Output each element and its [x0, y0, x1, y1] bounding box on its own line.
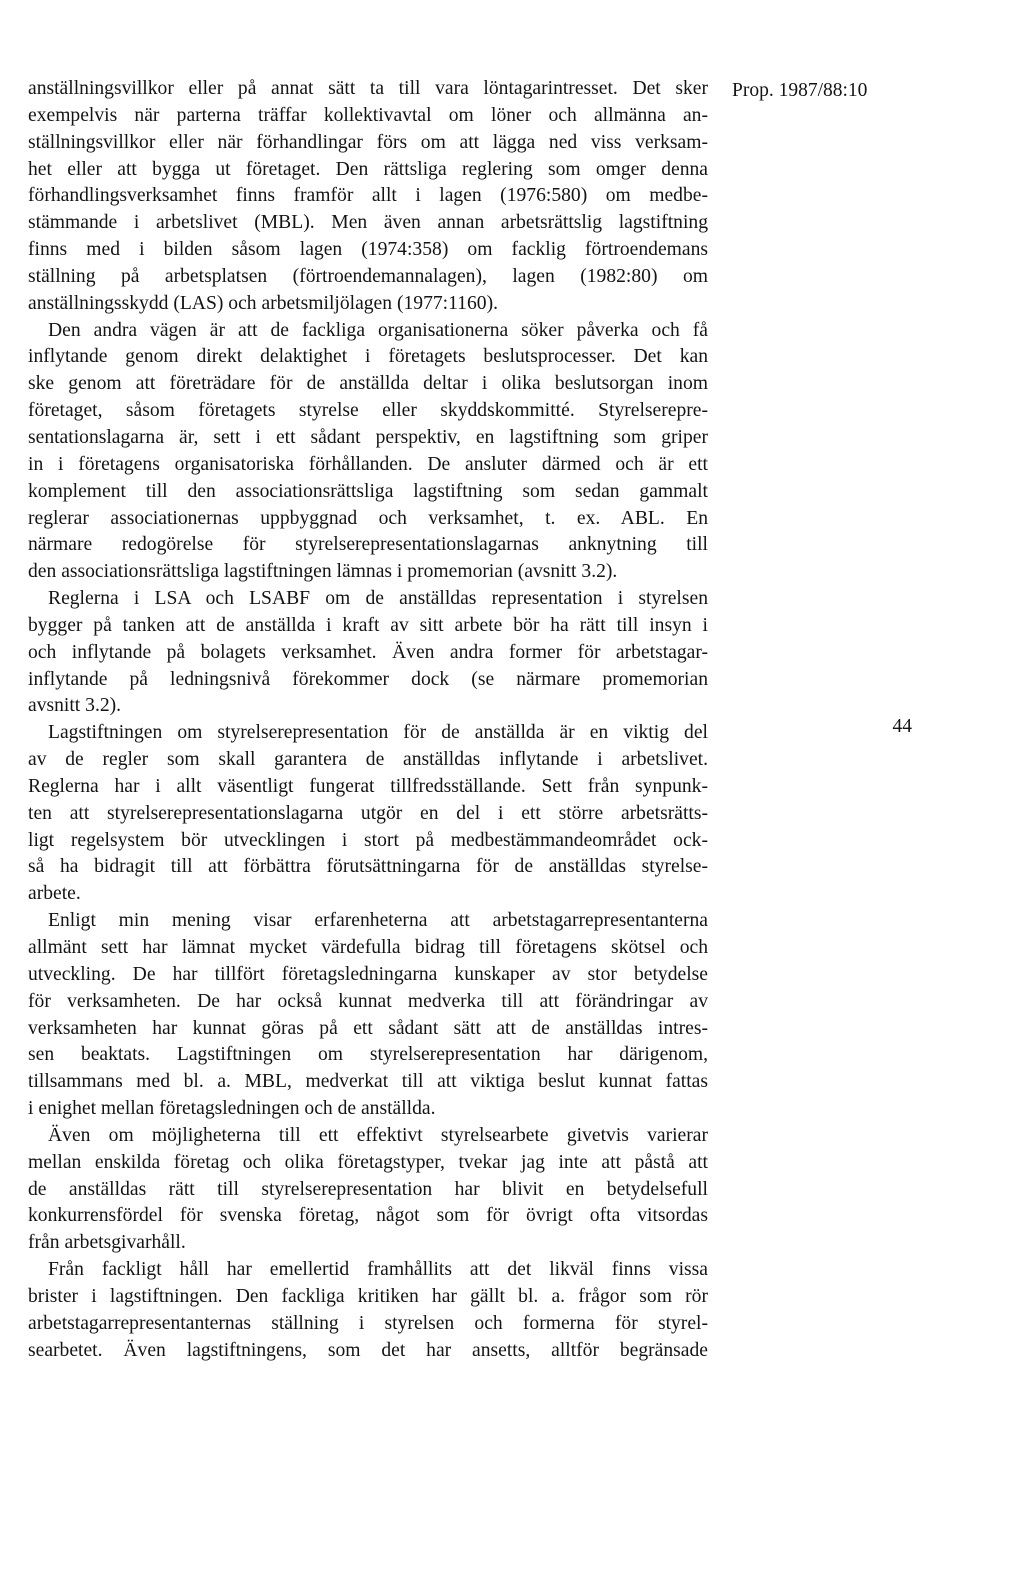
text-line: anställningsvillkor eller på annat sätt ta till vara löntagarintresset. Det sker [28, 78, 708, 99]
text-line: ställning på arbetsplatsen (förtroendemannalagen), lagen (1982:80) om [28, 265, 708, 287]
text-line: arbete. [28, 883, 81, 905]
text-line: reglerar associationernas uppbyggnad och verksamhet, t. ex. ABL. En [28, 507, 708, 529]
paragraph-3 [28, 586, 708, 720]
text-line: finns med i bilden såsom lagen (1974:358) om facklig förtroendemans [28, 239, 708, 261]
text-line: av de regler som skall garantera de anställdas inflytande i arbetslivet. [28, 749, 708, 771]
text-line: mellan enskilda företag och olika företagstyper, tvekar jag inte att påstå att [28, 1151, 708, 1173]
text-line: anställningsskydd (LAS) och arbetsmiljölagen (1977:1160). [28, 292, 498, 314]
text-line: den associationsrättsliga lagstiftningen lämnas i promemorian (avsnitt 3.2). [28, 561, 618, 583]
text-line: förhandlingsverksamhet finns framför allt i lagen (1976:580) om medbe- [28, 185, 708, 207]
paragraph-5 [28, 908, 708, 1123]
text-line: Lagstiftningen om styrelserepresentation för de anställda är en viktig del [48, 722, 708, 744]
text-line: företaget, såsom företagets styrelse eller skyddskommitté. Styrelserepre- [28, 400, 708, 422]
text-line: exempelvis när parterna träffar kollektivavtal om löner och allmänna an- [28, 104, 708, 126]
text-line: sentationslagarna är, sett i ett sådant perspektiv, en lagstiftning som griper [28, 426, 708, 448]
paragraph-7 [28, 1257, 708, 1364]
text-line: allmänt sett har lämnat mycket värdefulla bidrag till företagens skötsel och [28, 937, 708, 958]
text-line: utveckling. De har tillfört företagsledningarna kunskaper av stor betydelse [28, 963, 708, 985]
text-line: de anställdas rätt till styrelserepresentation har blivit en betydelsefull [28, 1178, 708, 1200]
text-line: från arbetsgivarhåll. [28, 1232, 186, 1254]
text-line: inflytande genom direkt delaktighet i företagets beslutsprocesser. Det kan [28, 346, 708, 368]
text-line: Den andra vägen är att de fackliga organisationerna söker påverka och få [48, 319, 708, 341]
text-line: tillsammans med bl. a. MBL, medverkat till att viktiga beslut kunnat fattas [28, 1071, 708, 1093]
text-line: stämmande i arbetslivet (MBL). Men även annan arbetsrättslig lagstiftning [28, 212, 708, 234]
paragraph-1 [28, 76, 708, 318]
text-line: i enighet mellan företagsledningen och de anställda. [28, 1098, 436, 1120]
text-line: ligt regelsystem bör utvecklingen i stort på medbestämmandeområdet ock- [28, 829, 708, 851]
text-line: Reglerna i LSA och LSABF om de anställdas representation i styrelsen [48, 588, 708, 610]
text-line: searbetet. Även lagstiftningens, som det har ansetts, alltför begränsade [28, 1339, 708, 1361]
text-line: ske genom att företrädare för de anställda deltar i olika beslutsorgan inom [28, 373, 708, 395]
text-line: sen beaktats. Lagstiftningen om styrelserepresentation har därigenom, [28, 1044, 708, 1066]
text-line: så ha bidragit till att förbättra förutsättningarna för de anställdas styrelse- [28, 856, 708, 878]
paragraph-4 [28, 720, 708, 908]
text-line: närmare redogörelse för styrelserepresentationslagarnas anknytning till [28, 534, 708, 556]
proposition-reference: Prop. 1987/88:10 [732, 80, 868, 101]
text-line: konkurrensfördel för svenska företag, något som för övrigt ofta vitsordas [28, 1205, 708, 1227]
text-line: och inflytande på bolagets verksamhet. Även andra former för arbetstagar- [28, 641, 708, 663]
text-line: inflytande på ledningsnivå förekommer dock (se närmare promemorian [28, 668, 708, 690]
paragraph-2 [28, 318, 708, 586]
text-line: för verksamheten. De har också kunnat medverka till att förändringar av [28, 990, 708, 1012]
text-line: brister i lagstiftningen. Den fackliga kritiken har gällt bl. a. frågor som rör [28, 1285, 708, 1307]
body-text [28, 76, 708, 1365]
text-line: ten att styrelserepresentationslagarna utgör en del i ett större arbetsrätts- [28, 802, 708, 824]
text-line: Enligt min mening visar erfarenheterna att arbetstagarrepresentanterna [48, 910, 708, 932]
text-line: avsnitt 3.2). [28, 695, 122, 717]
text-line: Även om möjligheterna till ett effektivt styrelsearbete givetvis varierar [48, 1124, 708, 1146]
text-line: ställningsvillkor eller när förhandlingar förs om att lägga ned viss verksam- [28, 131, 708, 153]
text-line: in i företagens organisatoriska förhållanden. De ansluter därmed och är ett [28, 453, 708, 475]
text-line: komplement till den associationsrättsliga lagstiftning som sedan gammalt [28, 480, 708, 502]
text-line: bygger på tanken att de anställda i kraft av sitt arbete bör ha rätt till insyn i [28, 614, 708, 636]
text-line: arbetstagarrepresentanternas ställning i styrelsen och formerna för styrel- [28, 1312, 708, 1334]
page-number: 44 [892, 716, 912, 737]
text-line: Reglerna har i allt väsentligt fungerat tillfredsställande. Sett från synpunk- [28, 775, 708, 797]
text-line: verksamheten har kunnat göras på ett sådant sätt att de anställdas intres- [28, 1017, 708, 1039]
text-line: Från fackligt håll har emellertid framhållits att det likväl finns vissa [48, 1259, 708, 1281]
text-line: het eller att bygga ut företaget. Den rättsliga reglering som omger denna [28, 158, 708, 180]
paragraph-6 [28, 1123, 708, 1257]
